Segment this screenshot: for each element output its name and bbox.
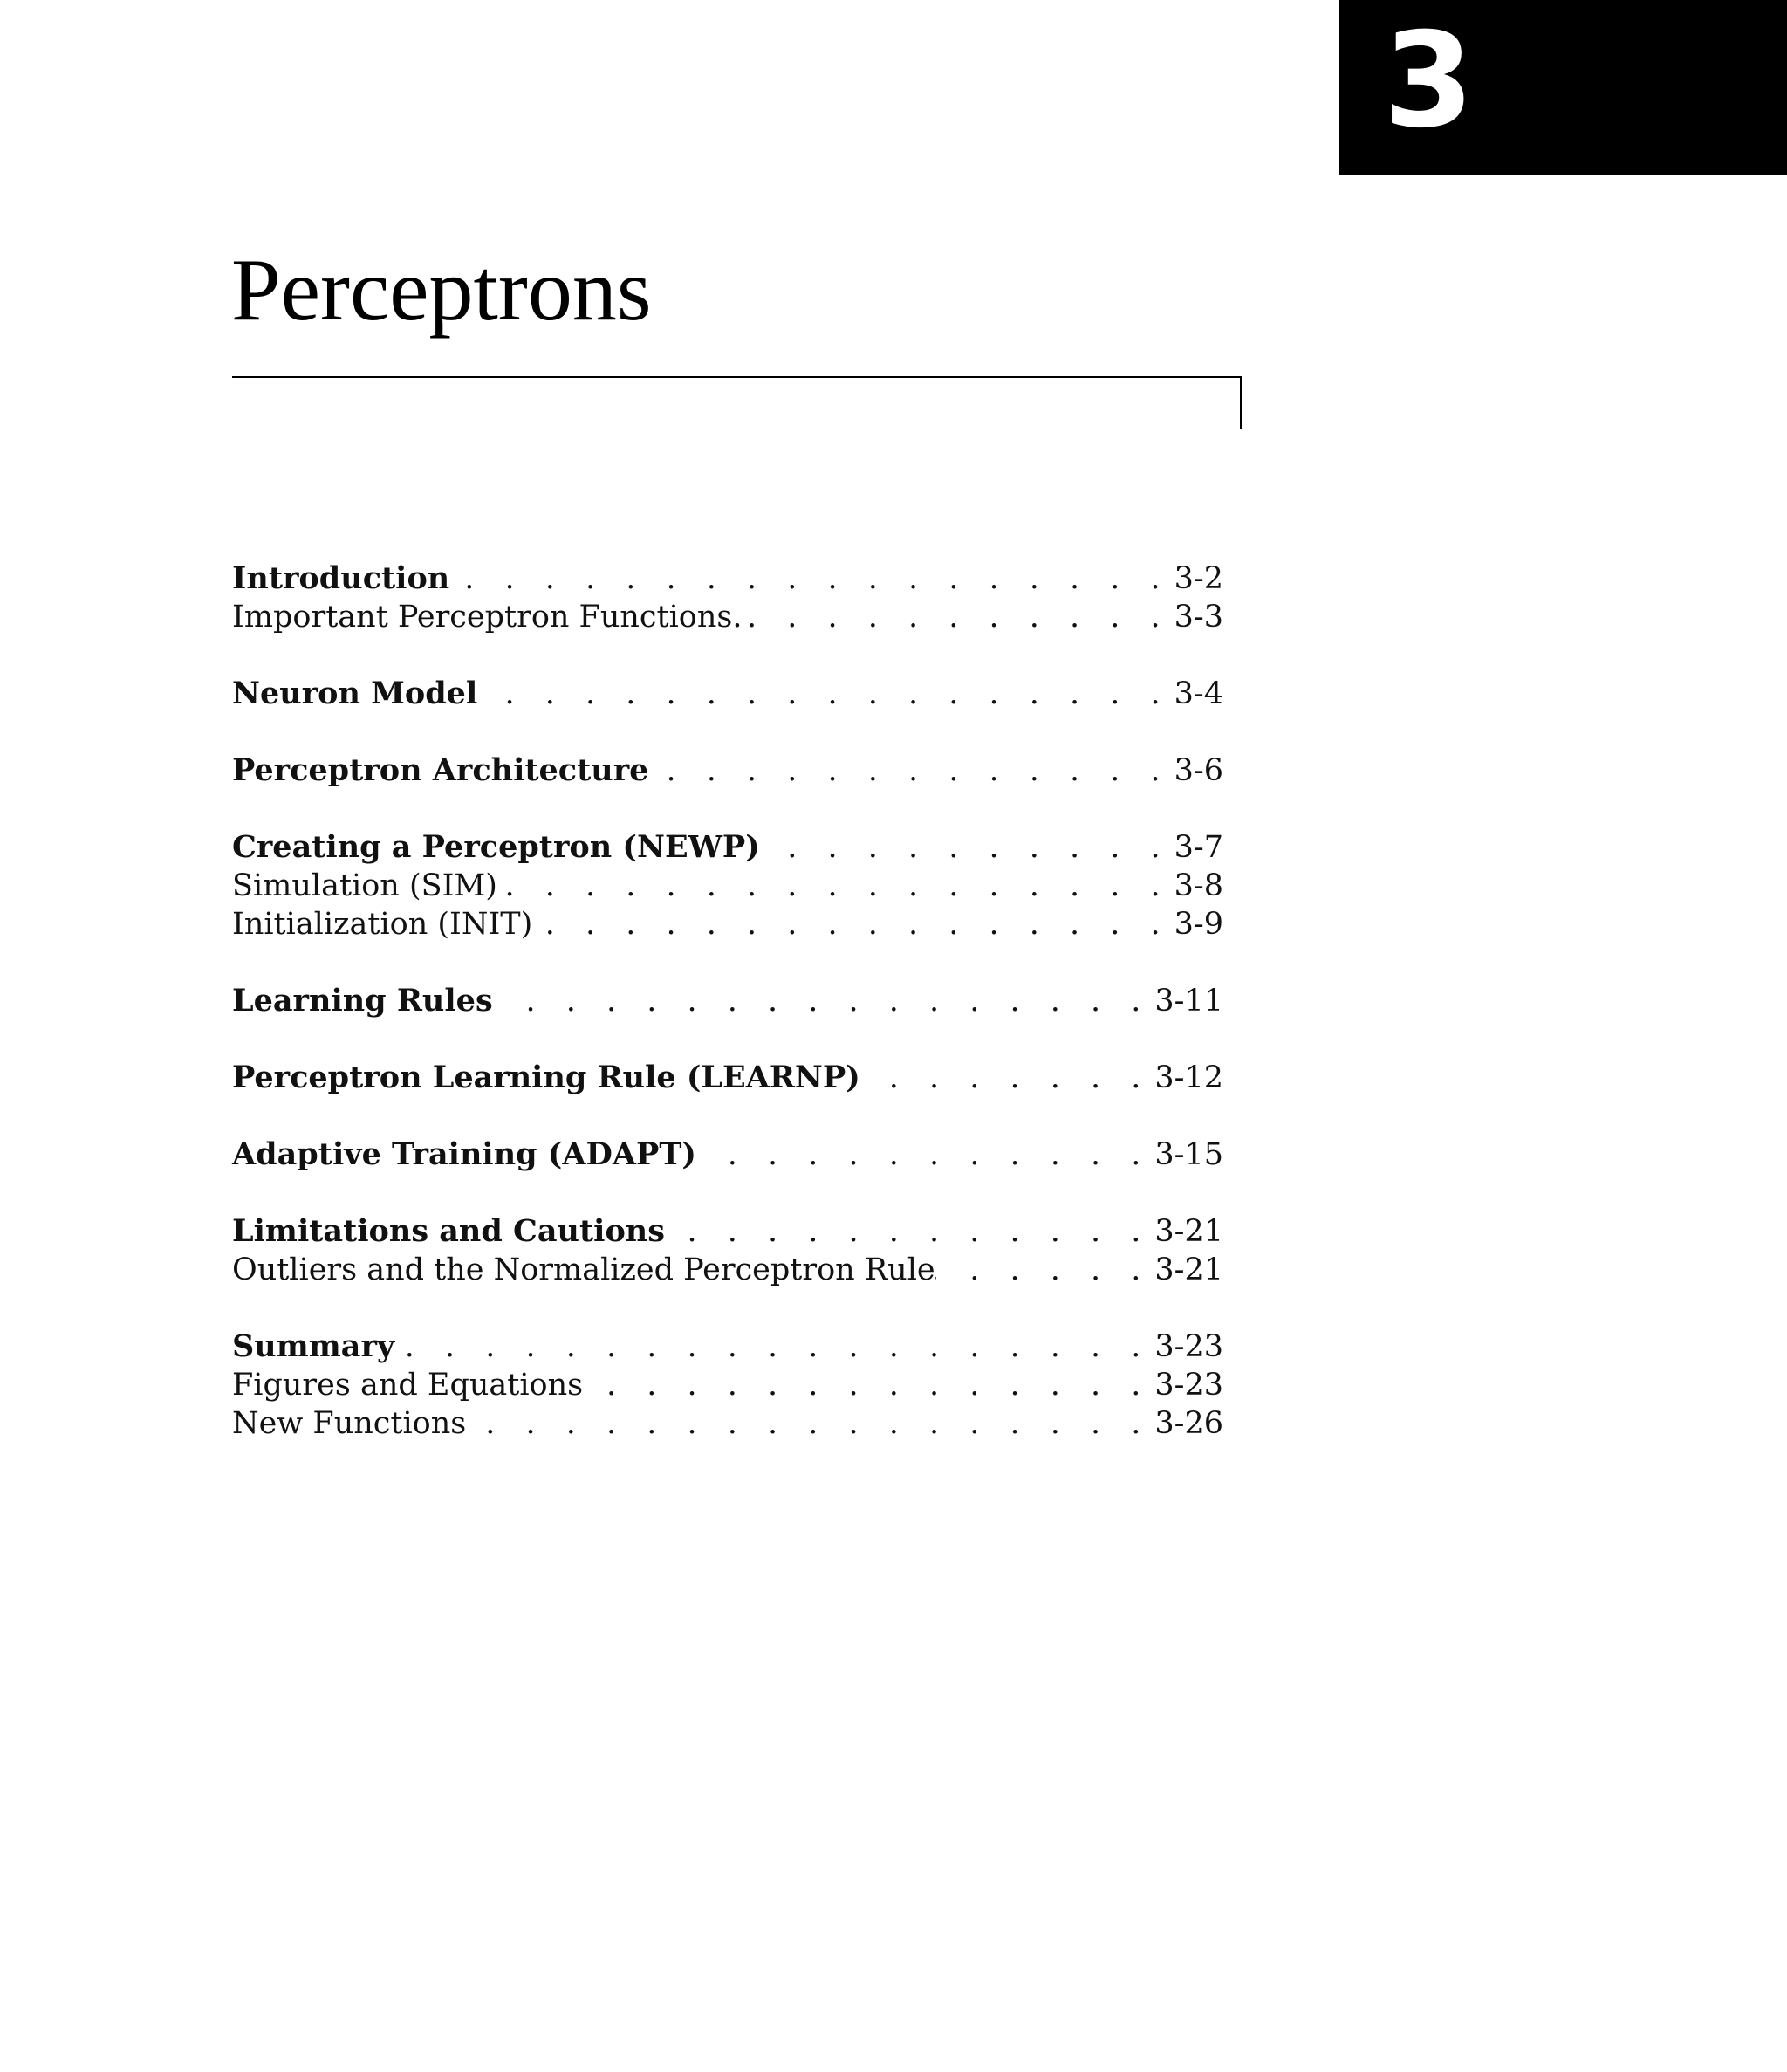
toc-entry-page: 3-8 xyxy=(1174,868,1223,903)
chapter-number: 3 xyxy=(1383,5,1475,157)
toc-section-entry[interactable] xyxy=(232,675,1223,713)
title-rule xyxy=(232,376,1242,378)
toc-entry-page: 3-12 xyxy=(1154,1060,1223,1095)
toc-dot-leader xyxy=(532,905,1170,943)
toc-dot-leader xyxy=(760,828,1171,867)
toc-section-entry[interactable] xyxy=(232,982,1223,1020)
toc-dot-leader xyxy=(493,982,1152,1020)
toc-entry-label: Simulation (SIM) xyxy=(232,868,497,903)
toc-entry-label: Outliers and the Normalized Perceptron Rule xyxy=(232,1252,935,1287)
toc-subsection-entry[interactable] xyxy=(232,1251,1223,1289)
toc-dot-leader xyxy=(477,675,1170,713)
toc-dot-leader xyxy=(394,1328,1151,1366)
toc-section-entry[interactable] xyxy=(232,559,1223,598)
toc-subsection-entry[interactable] xyxy=(232,1366,1223,1404)
toc-entry-page: 3-4 xyxy=(1174,676,1223,711)
toc-entry-label: Summary xyxy=(232,1328,395,1364)
toc-entry-label: Figures and Equations xyxy=(232,1368,584,1403)
toc-entry-label: Introduction xyxy=(232,560,450,596)
toc-dot-leader xyxy=(466,1404,1151,1443)
toc-entry-label: Limitations and Cautions xyxy=(232,1213,665,1249)
table-of-contents xyxy=(232,559,1223,1443)
toc-entry-page: 3-9 xyxy=(1174,907,1223,942)
toc-dot-leader xyxy=(583,1366,1151,1404)
toc-subsection-entry[interactable] xyxy=(232,905,1223,943)
toc-section-entry[interactable] xyxy=(232,1328,1223,1366)
title-rule-tick xyxy=(1240,376,1242,429)
toc-entry-page: 3-21 xyxy=(1154,1214,1223,1249)
toc-subsection-entry[interactable] xyxy=(232,1404,1223,1443)
toc-dot-leader xyxy=(743,598,1171,636)
toc-entry-page: 3-26 xyxy=(1154,1406,1223,1441)
toc-entry-page: 3-23 xyxy=(1154,1368,1223,1403)
toc-entry-page: 3-6 xyxy=(1174,753,1223,788)
toc-subsection-entry[interactable] xyxy=(232,867,1223,905)
toc-entry-label: Initialization (INIT) xyxy=(232,907,533,942)
toc-dot-leader xyxy=(449,559,1170,598)
toc-dot-leader xyxy=(648,751,1170,790)
toc-entry-label: Perceptron Learning Rule (LEARNP) xyxy=(232,1060,860,1095)
toc-entry-label: New Functions xyxy=(232,1406,467,1441)
toc-dot-leader xyxy=(665,1212,1151,1251)
toc-section-entry[interactable] xyxy=(232,1135,1223,1174)
toc-entry-page: 3-23 xyxy=(1154,1329,1223,1364)
toc-entry-page: 3-2 xyxy=(1174,561,1223,596)
toc-entry-page: 3-3 xyxy=(1174,600,1223,635)
toc-section-entry[interactable] xyxy=(232,828,1223,867)
toc-dot-leader xyxy=(860,1059,1152,1097)
toc-entry-label: Important Perceptron Functions. xyxy=(232,600,743,635)
toc-entry-label: Perceptron Architecture xyxy=(232,752,649,788)
toc-subsection-entry[interactable] xyxy=(232,598,1223,636)
toc-entry-page: 3-7 xyxy=(1174,830,1223,865)
toc-entry-page: 3-21 xyxy=(1154,1252,1223,1287)
toc-dot-leader xyxy=(696,1135,1151,1174)
toc-dot-leader xyxy=(935,1251,1152,1289)
toc-entry-label: Creating a Perceptron (NEWP) xyxy=(232,829,760,865)
chapter-tab xyxy=(1339,0,1787,175)
toc-section-entry[interactable] xyxy=(232,1059,1223,1097)
toc-entry-label: Neuron Model xyxy=(232,676,478,711)
toc-section-entry[interactable] xyxy=(232,1212,1223,1251)
toc-entry-page: 3-11 xyxy=(1154,984,1223,1019)
toc-entry-label: Learning Rules xyxy=(232,983,493,1019)
toc-section-entry[interactable] xyxy=(232,751,1223,790)
chapter-title: Perceptrons xyxy=(231,241,652,340)
toc-dot-leader xyxy=(497,867,1171,905)
toc-entry-label: Adaptive Training (ADAPT) xyxy=(232,1136,696,1172)
toc-entry-page: 3-15 xyxy=(1154,1137,1223,1172)
